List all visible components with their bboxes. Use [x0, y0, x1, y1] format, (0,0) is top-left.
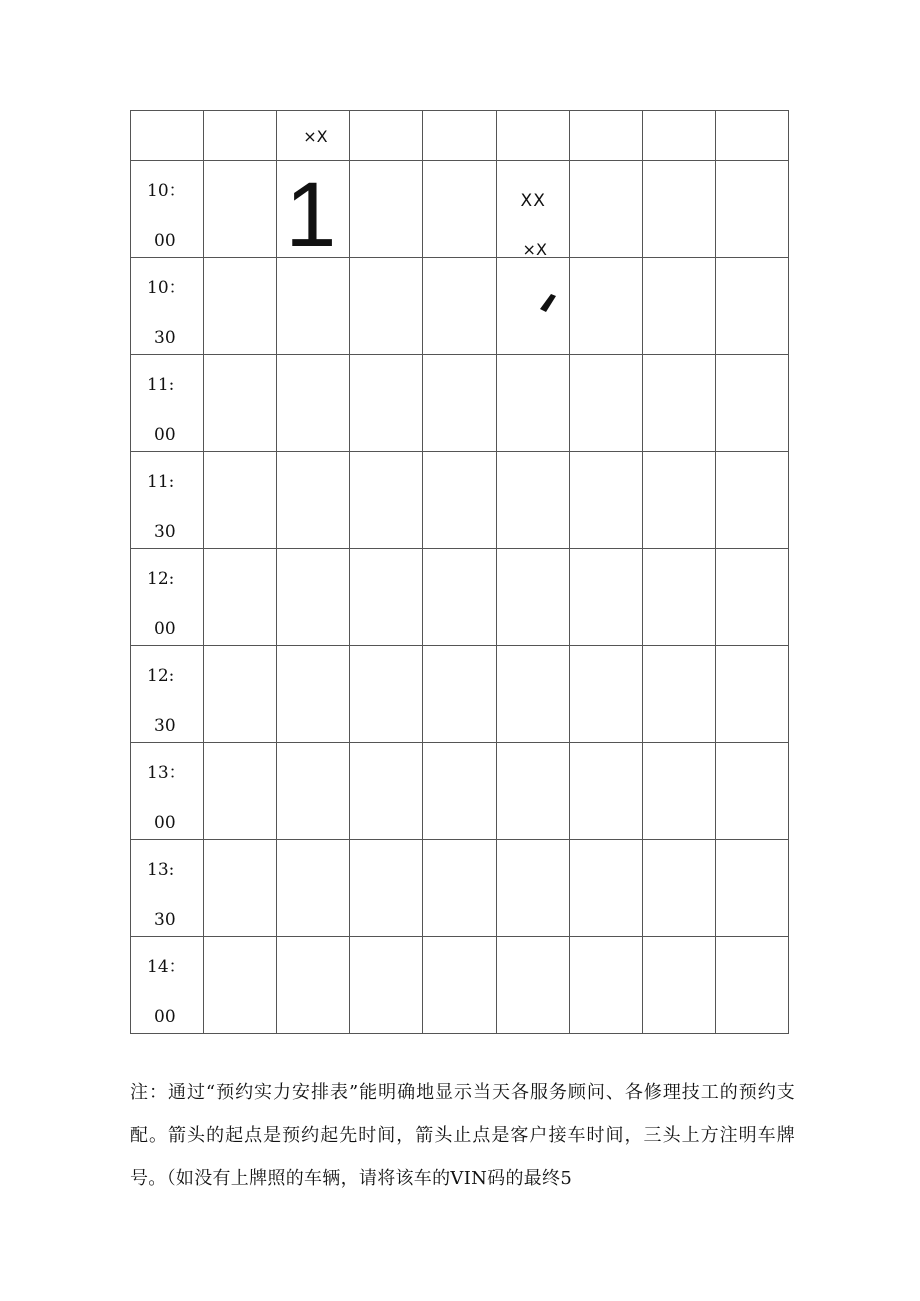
table-row [131, 161, 789, 258]
schedule-cell [496, 161, 569, 258]
time-hour: 13: [147, 860, 175, 880]
time-cell [131, 840, 204, 937]
arrow-start-digit: 1 [285, 164, 337, 266]
time-cell [131, 937, 204, 1034]
time-label [147, 377, 197, 444]
schedule-cell [496, 743, 569, 840]
schedule-cell [569, 840, 642, 937]
time-minute: 00 [154, 619, 176, 639]
schedule-cell [642, 355, 715, 452]
schedule-cell [277, 646, 350, 743]
time-minute: 00 [154, 1007, 176, 1027]
header-mark: ×X [303, 127, 328, 146]
plate-mark-top: XX [520, 191, 546, 211]
schedule-cell [569, 743, 642, 840]
schedule-cell [350, 646, 423, 743]
schedule-cell [715, 258, 788, 355]
time-label [147, 765, 197, 832]
time-cell [131, 258, 204, 355]
schedule-cell [423, 258, 496, 355]
header-cell [423, 111, 496, 161]
schedule-cell [423, 355, 496, 452]
time-hour: 12: [147, 569, 175, 589]
header-cell [350, 111, 423, 161]
time-label [147, 474, 197, 541]
time-cell [131, 452, 204, 549]
time-hour: 13： [147, 763, 186, 783]
time-cell [131, 646, 204, 743]
table-header-row [131, 111, 789, 161]
schedule-cell [642, 646, 715, 743]
time-minute: 30 [154, 522, 176, 542]
schedule-cell [496, 549, 569, 646]
time-minute: 00 [154, 425, 176, 445]
schedule-cell [350, 355, 423, 452]
schedule-cell [350, 258, 423, 355]
time-hour: 10： [147, 278, 186, 298]
schedule-cell [715, 452, 788, 549]
schedule-cell [277, 840, 350, 937]
schedule-cell [423, 452, 496, 549]
table-row [131, 549, 789, 646]
schedule-cell [569, 161, 642, 258]
schedule-cell [715, 161, 788, 258]
header-cell [204, 111, 277, 161]
table-row [131, 355, 789, 452]
time-cell [131, 161, 204, 258]
time-label [147, 183, 197, 250]
schedule-cell [496, 646, 569, 743]
schedule-cell [423, 937, 496, 1034]
time-cell [131, 549, 204, 646]
time-label [147, 280, 197, 347]
schedule-cell [496, 355, 569, 452]
header-cell [642, 111, 715, 161]
time-minute: 30 [154, 716, 176, 736]
schedule-cell [277, 355, 350, 452]
time-label [147, 862, 197, 929]
table-row [131, 743, 789, 840]
schedule-cell [423, 549, 496, 646]
table-row [131, 258, 789, 355]
schedule-cell [496, 937, 569, 1034]
schedule-cell [715, 937, 788, 1034]
schedule-cell [350, 743, 423, 840]
time-hour: 14： [147, 957, 186, 977]
schedule-cell [715, 840, 788, 937]
header-cell [569, 111, 642, 161]
time-cell [131, 743, 204, 840]
comma-mark-icon [537, 292, 557, 314]
schedule-cell [642, 937, 715, 1034]
plate-mark-bottom: ×X [522, 240, 547, 259]
header-cell [715, 111, 788, 161]
schedule-cell [350, 937, 423, 1034]
time-minute: 30 [154, 910, 176, 930]
schedule-cell [277, 161, 350, 266]
schedule-cell [569, 258, 642, 355]
time-hour: 12: [147, 666, 175, 686]
header-cell [277, 111, 350, 161]
table-row [131, 937, 789, 1034]
schedule-cell [715, 646, 788, 743]
schedule-cell [277, 258, 350, 355]
schedule-cell [642, 258, 715, 355]
schedule-cell [715, 743, 788, 840]
schedule-cell [204, 452, 277, 549]
table-row [131, 840, 789, 937]
time-label [147, 959, 197, 1026]
schedule-cell [423, 646, 496, 743]
table-row [131, 452, 789, 549]
table-note: 注：通过“预约实力安排表”能明确地显示当天各服务顾问、各修理技工的预约支配。箭头的起点是预约起先时间，箭头止点是客户接车时间，三头上方注明车牌号。（如没有上牌照的车辆，请将该车的VIN码的最终5 [130, 1082, 795, 1189]
schedule-cell [277, 743, 350, 840]
appointment-capacity-table [130, 110, 789, 1034]
schedule-cell [204, 355, 277, 452]
schedule-cell [496, 258, 569, 355]
time-hour: 11: [147, 472, 175, 492]
schedule-cell [715, 549, 788, 646]
schedule-cell [642, 452, 715, 549]
time-minute: 30 [154, 328, 176, 348]
schedule-cell [204, 646, 277, 743]
time-hour: 10： [147, 181, 186, 201]
schedule-cell [423, 840, 496, 937]
schedule-cell [569, 452, 642, 549]
time-minute: 00 [154, 231, 176, 251]
schedule-cell [423, 161, 496, 258]
schedule-cell [569, 937, 642, 1034]
time-label [147, 668, 197, 735]
schedule-cell [204, 549, 277, 646]
schedule-cell [350, 161, 423, 258]
schedule-cell [204, 258, 277, 355]
schedule-cell [423, 743, 496, 840]
schedule-cell [642, 549, 715, 646]
schedule-cell [715, 355, 788, 452]
schedule-cell [569, 646, 642, 743]
schedule-cell [350, 549, 423, 646]
time-minute: 00 [154, 813, 176, 833]
schedule-cell [277, 549, 350, 646]
schedule-cell [496, 452, 569, 549]
schedule-cell [204, 840, 277, 937]
schedule-cell [569, 549, 642, 646]
schedule-cell [496, 840, 569, 937]
schedule-cell [277, 937, 350, 1034]
schedule-cell [350, 840, 423, 937]
table-row [131, 646, 789, 743]
header-cell [131, 111, 204, 161]
schedule-cell [204, 937, 277, 1034]
schedule-cell [569, 355, 642, 452]
schedule-cell [204, 161, 277, 258]
header-cell [496, 111, 569, 161]
schedule-cell [277, 452, 350, 549]
time-hour: 11: [147, 375, 175, 395]
schedule-cell [642, 743, 715, 840]
schedule-cell [642, 161, 715, 258]
time-label [147, 571, 197, 638]
schedule-cell [350, 452, 423, 549]
time-cell [131, 355, 204, 452]
schedule-cell [642, 840, 715, 937]
schedule-cell [204, 743, 277, 840]
